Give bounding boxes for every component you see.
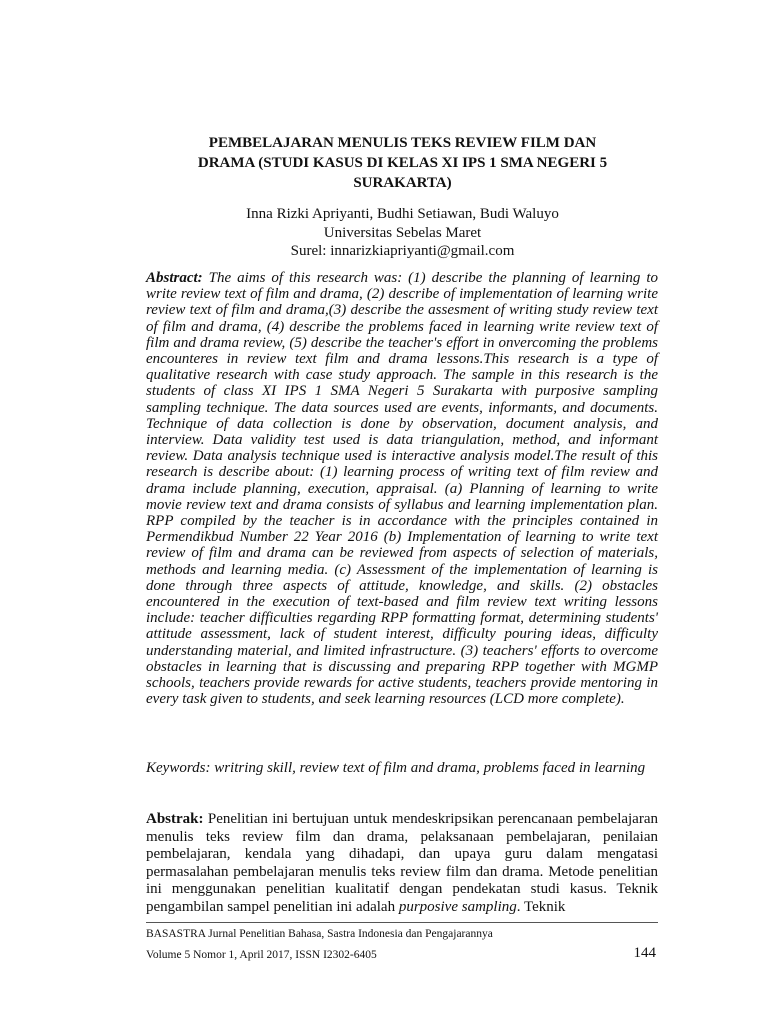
paper-title (150, 133, 655, 193)
abstrak-tail: . Teknik (516, 898, 566, 915)
keywords: Keywords: writring skill, review text of film and drama, problems faced in learning (146, 760, 646, 776)
footer-volume-info: Volume 5 Nomor 1, April 2017, ISSN I2302-6405 (146, 949, 377, 961)
footer-divider (146, 922, 658, 923)
author-affiliation: Universitas Sebelas Maret (323, 224, 482, 241)
abstract-text: The aims of this research was: (1) describe the planning of learning to write review text of film and drama, (2) describe of implementation of learning write review text of film and drama,(3) describe the assesment of writing study review text of film and drama, (4) describe the problems faced in learning write review text of film and drama review, (5) describe the teacher's effort in onvercoming the problems encounteres in review text film and drama lessons.This research is a type of qualitative research with case study approach. The sample in this research is the students of class XI IPS 1 SMA Negeri 5 Surakarta with purposive sampling sampling technique. The data sources used are events, informants, and documents. Technique of data collection is done by observation, document analysis, and interview. Data validity test used is data triangulation, method, and informant review. Data analysis technique used is interactive analysis model.The result of this research is describe about: (1) learning process of writing text of film review and drama include planning, execution, appraisal. (a) Planning of learning to write movie review text and drama consists of syllabus and learning implementation plan. RPP compiled by the teacher is in accordance with the principles contained in Permendikbud Number 22 Year 2016 (b) Implementation of learning to write text review of film and drama can be reviewed from aspects of selection of materials, methods and learning media. (c) Assessment of the implementation of learning is done through three aspects of attitude, knowledge, and skills. (2) obstacles encountered in the execution of text-based and film review text writing lessons include: teacher difficulties regarding RPP formatting format, determining students' attitude assessment, lack of student interest, difficulty pouring ideas, difficulty understanding material, and limited infrastructure. (3) teachers' efforts to overcome obstacles in learning that is discussing and preparing RPP together with MGMP schools, teachers provide rewards for active students, teachers provide mentoring in every task given to students, and seek learning resources (LCD more complete). (146, 270, 658, 708)
abstract-indonesian (146, 811, 658, 916)
abstract-english (146, 270, 658, 707)
author-block (150, 205, 655, 261)
title-line-1: PEMBELAJARAN MENULIS TEKS REVIEW FILM DAN (208, 135, 597, 151)
footer-journal-name: BASASTRA Jurnal Penelitian Bahasa, Sastra Indonesia dan Pengajarannya (146, 928, 493, 940)
title-line-2: DRAMA (STUDI KASUS DI KELAS XI IPS 1 SMA NEGERI 5 (197, 155, 608, 171)
abstract-label: Abstract: (146, 270, 203, 286)
author-email: Surel: innarizkiapriyanti@gmail.com (290, 243, 515, 259)
abstrak-label: Abstrak: (146, 811, 204, 827)
page-number: 144 (633, 945, 656, 961)
abstrak-text: Penelitian ini bertujuan untuk mendeskripsikan perencanaan pembelajaran menulis teks review film dan drama, pelaksanaan pembelajaran, penilaian pembelajaran, kendala yang dihadapi, dan upaya guru dalam mengatasi permasalahan pembelajaran menulis teks review film dan drama. Metode penelitian ini menggunakan penelitian kualitatif dengan pendekatan studi kasus. Teknik pengambilan sampel penelitian ini adalah (146, 811, 658, 915)
title-line-3: SURAKARTA) (353, 175, 452, 191)
abstrak-emphasis: purposive sampling (398, 898, 517, 915)
author-names: Inna Rizki Apriyanti, Budhi Setiawan, Budi Waluyo (246, 206, 559, 222)
